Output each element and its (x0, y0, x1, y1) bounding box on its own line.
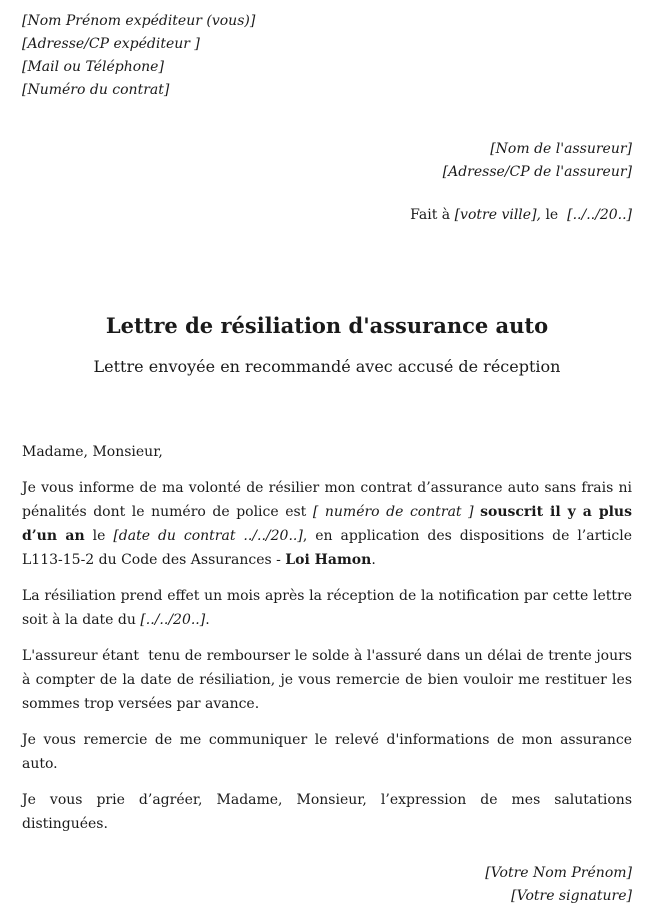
signature-name-placeholder: [Votre Nom Prénom] (485, 865, 632, 881)
signature-block (22, 862, 632, 908)
letter-date-placeholder: [../../20..] (567, 207, 632, 223)
contract-number-placeholder: [ numéro de contrat ] (312, 504, 481, 520)
dateline-prefix: Fait à (410, 207, 455, 223)
paragraph-information-statement: Je vous remercie de me communiquer le relevé d'informations de mon assurance auto. (22, 732, 632, 772)
paragraph-closing-formula: Je vous prie d’agréer, Madame, Monsieur, l’expression de mes salutations distinguées. (22, 792, 632, 832)
subscribed-over-a-year-bold: souscrit il y a plus d’un an (22, 504, 632, 544)
sender-contact-line: [Mail ou Téléphone] (22, 59, 164, 75)
contract-date-placeholder: [date du contrat ../../20..] (113, 528, 303, 544)
paragraph-cancellation-request (22, 476, 632, 572)
paragraph-refund-request: L'assureur étant tenu de rembourser le solde à l'assuré dans un délai de trente jours à compter de la date de résiliation, je vous remercie de bien vouloir me restituer les sommes trop versées par avance. (22, 648, 632, 712)
effective-date-placeholder: [../../20..] (140, 612, 206, 628)
signature-placeholder: [Votre signature] (511, 888, 632, 904)
p1-text-run: Je vous informe de ma volonté de résilier mon contrat d’assurance auto sans frais ni pénalités dont le numéro de police est (22, 480, 632, 520)
paragraph-effective-date (22, 584, 632, 632)
dateline-le: le (541, 207, 568, 223)
p1-text-run: le (84, 528, 114, 544)
insurer-name-line: [Nom de l'assureur] (490, 141, 632, 157)
insurer-address-line: [Adresse/CP de l'assureur] (442, 164, 632, 180)
sender-contract-number-line: [Numéro du contrat] (22, 82, 170, 98)
loi-hamon-bold: Loi Hamon (285, 552, 372, 568)
city-placeholder: [votre ville], (454, 207, 541, 223)
insurer-address-block (22, 138, 632, 184)
salutation: Madame, Monsieur, (22, 444, 163, 460)
p1-text-run: . (371, 552, 376, 568)
p2-text-run: La résiliation prend effet un mois après la réception de la notification par cette lettre soit à la date du (22, 588, 632, 628)
sender-name-line: [Nom Prénom expéditeur (vous)] (22, 13, 256, 29)
letter-title: Lettre de résiliation d'assurance auto (105, 313, 549, 338)
p2-text-run: . (205, 612, 210, 628)
p1-text-run: , en application des dispositions de l’article L113-15-2 du Code des Assurances - (22, 528, 632, 568)
sender-address-line: [Adresse/CP expéditeur ] (22, 36, 200, 52)
sender-address-block (22, 10, 632, 102)
letter-subtitle: Lettre envoyée en recommandé avec accusé de réception (93, 357, 561, 376)
dateline (22, 204, 632, 227)
